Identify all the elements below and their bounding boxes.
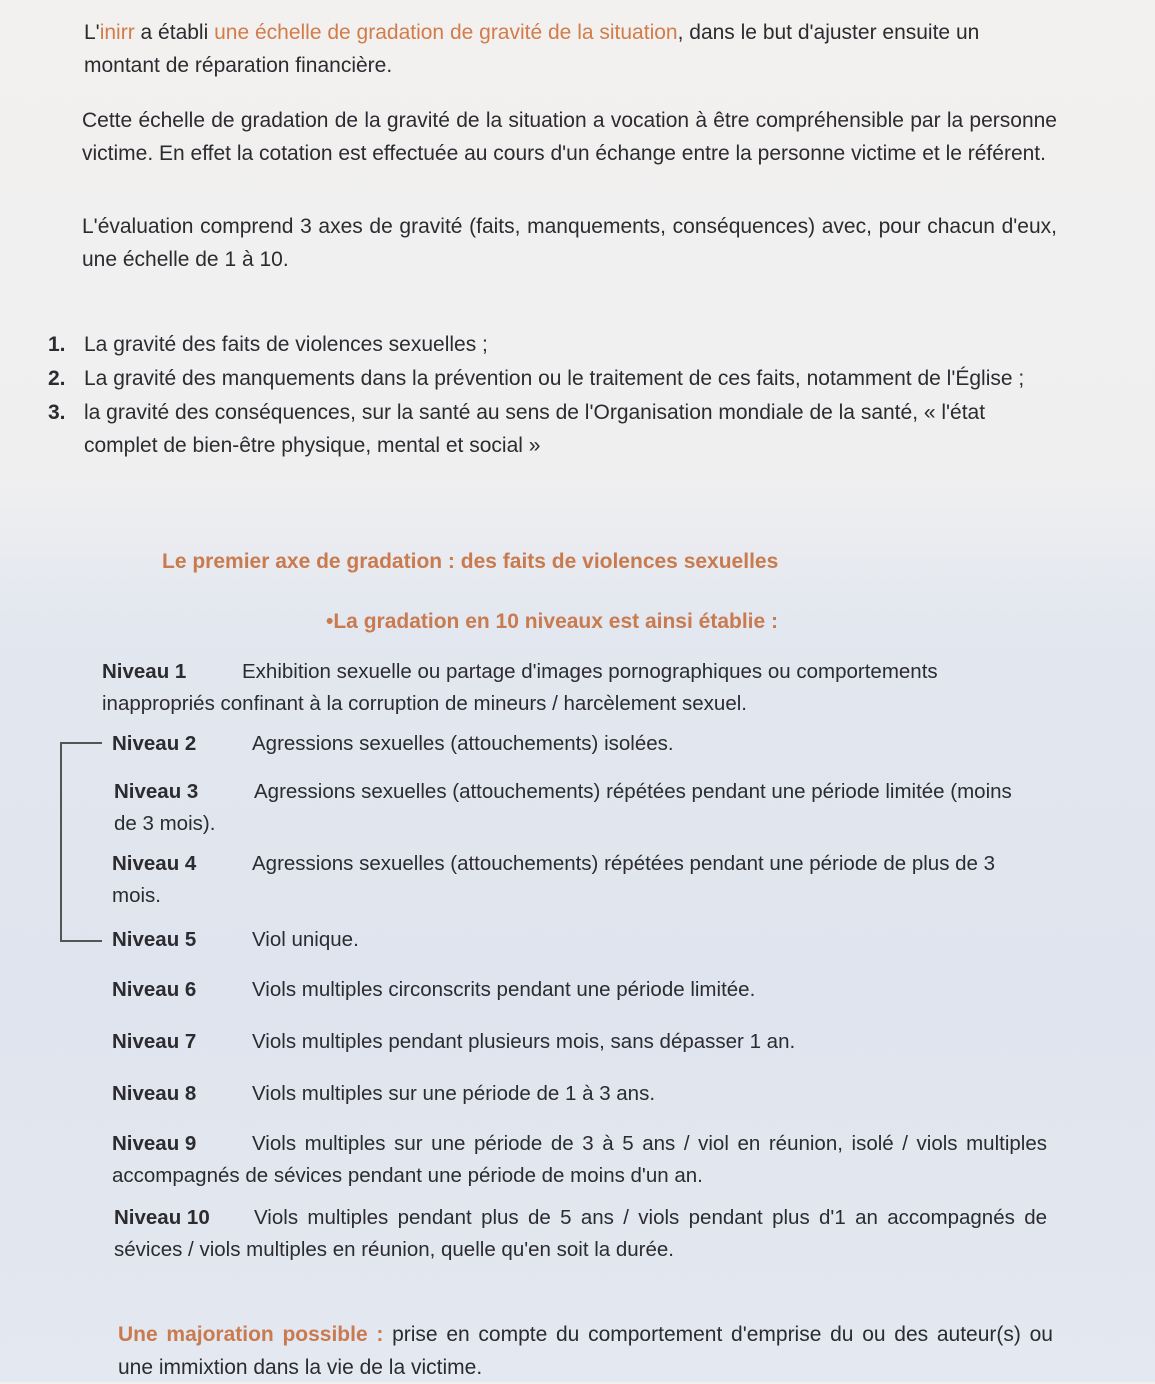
level-9 [112,1128,1047,1192]
first-axis-subtitle: •La gradation en 10 niveaux est ainsi établie : [326,610,779,633]
level-label: Niveau 5 [112,928,197,951]
level-10 [114,1202,1047,1266]
level-label: Niveau 7 [112,1030,197,1053]
level-label: Niveau 3 [114,780,199,803]
intro-paragraph-1 [84,16,1054,82]
list-number: 3. [48,401,66,424]
level-4 [112,848,1042,912]
level-text: Viols multiples pendant plus de 5 ans / viols pendant plus d'1 an accompagnés de sévices / viols multiples en réunion, quelle qu'en soit la durée. [114,1206,1047,1261]
level-7 [112,1026,1042,1058]
level-text: Agressions sexuelles (attouchements) répétées pendant une période de plus de 3 mois. [112,852,996,907]
majoration-label: Une majoration possible : [118,1323,384,1346]
list-number: 1. [48,333,66,356]
level-text: Viols multiples sur une période de 3 à 5 ans / viol en réunion, isolé / viols multiples accompagnés de sévices pendant une période de moins d'un an. [112,1132,1047,1187]
list-text: la gravité des conséquences, sur la santé au sens de l'Organisation mondiale de la santé, « l'état complet de bien-être physique, mental et social » [84,401,986,457]
list-number: 2. [48,367,66,390]
level-2 [112,728,1042,760]
intro-p1-prefix: L' [84,21,100,44]
level-text: Agressions sexuelles (attouchements) répétées pendant une période limitée (moins de 3 mois). [114,780,1012,835]
first-axis-title: Le premier axe de gradation : des faits de violences sexuelles [162,550,779,573]
list-item [48,362,1063,395]
level-text: Viols multiples sur une période de 1 à 3 ans. [252,1082,656,1105]
level-text: Viol unique. [252,928,359,951]
list-item [48,396,1063,462]
axes-list [48,328,1063,463]
level-text: Agressions sexuelles (attouchements) isolées. [252,732,674,755]
scale-highlight: une échelle de gradation de gravité de la situation [214,21,678,44]
level-label: Niveau 6 [112,978,197,1001]
majoration-text: prise en compte du comportement d'emprise du ou des auteur(s) ou une immixtion dans la vie de la victime. [118,1323,1053,1379]
list-text: La gravité des manquements dans la prévention ou le traitement de ces faits, notamment de l'Église ; [84,367,1025,390]
level-text: Viols multiples pendant plusieurs mois, sans dépasser 1 an. [252,1030,796,1053]
level-text: Viols multiples circonscrits pendant une période limitée. [252,978,756,1001]
intro-p1-suffix: , dans le but d'ajuster ensuite un montant de réparation financière. [84,21,980,77]
majoration-note [118,1318,1053,1384]
level-1 [102,656,1042,720]
level-text: Exhibition sexuelle ou partage d'images pornographiques ou comportements inappropriés confinant à la corruption de mineurs / harcèlement sexuel. [102,660,938,715]
level-6 [112,974,1042,1006]
inirr-name: inirr [99,21,135,44]
level-label: Niveau 10 [114,1206,210,1229]
level-label: Niveau 9 [112,1132,197,1155]
list-text: La gravité des faits de violences sexuelles ; [84,333,488,356]
level-label: Niveau 1 [102,660,187,683]
level-8 [112,1078,1042,1110]
levels-bracket [60,742,102,942]
level-3 [114,776,1034,840]
level-label: Niveau 2 [112,732,197,755]
list-item [48,328,1063,361]
intro-p1-mid: a établi [134,21,215,44]
intro-paragraph-2: Cette échelle de gradation de la gravité de la situation a vocation à être compréhensible par la personne victime. En effet la cotation est effectuée au cours d'un échange entre la personne victime et le référent. [82,109,1057,165]
intro-paragraph-3: L'évaluation comprend 3 axes de gravité (faits, manquements, conséquences) avec, pour chacun d'eux, une échelle de 1 à 10. [82,215,1057,271]
level-5 [112,924,1042,956]
level-label: Niveau 4 [112,852,197,875]
level-label: Niveau 8 [112,1082,197,1105]
